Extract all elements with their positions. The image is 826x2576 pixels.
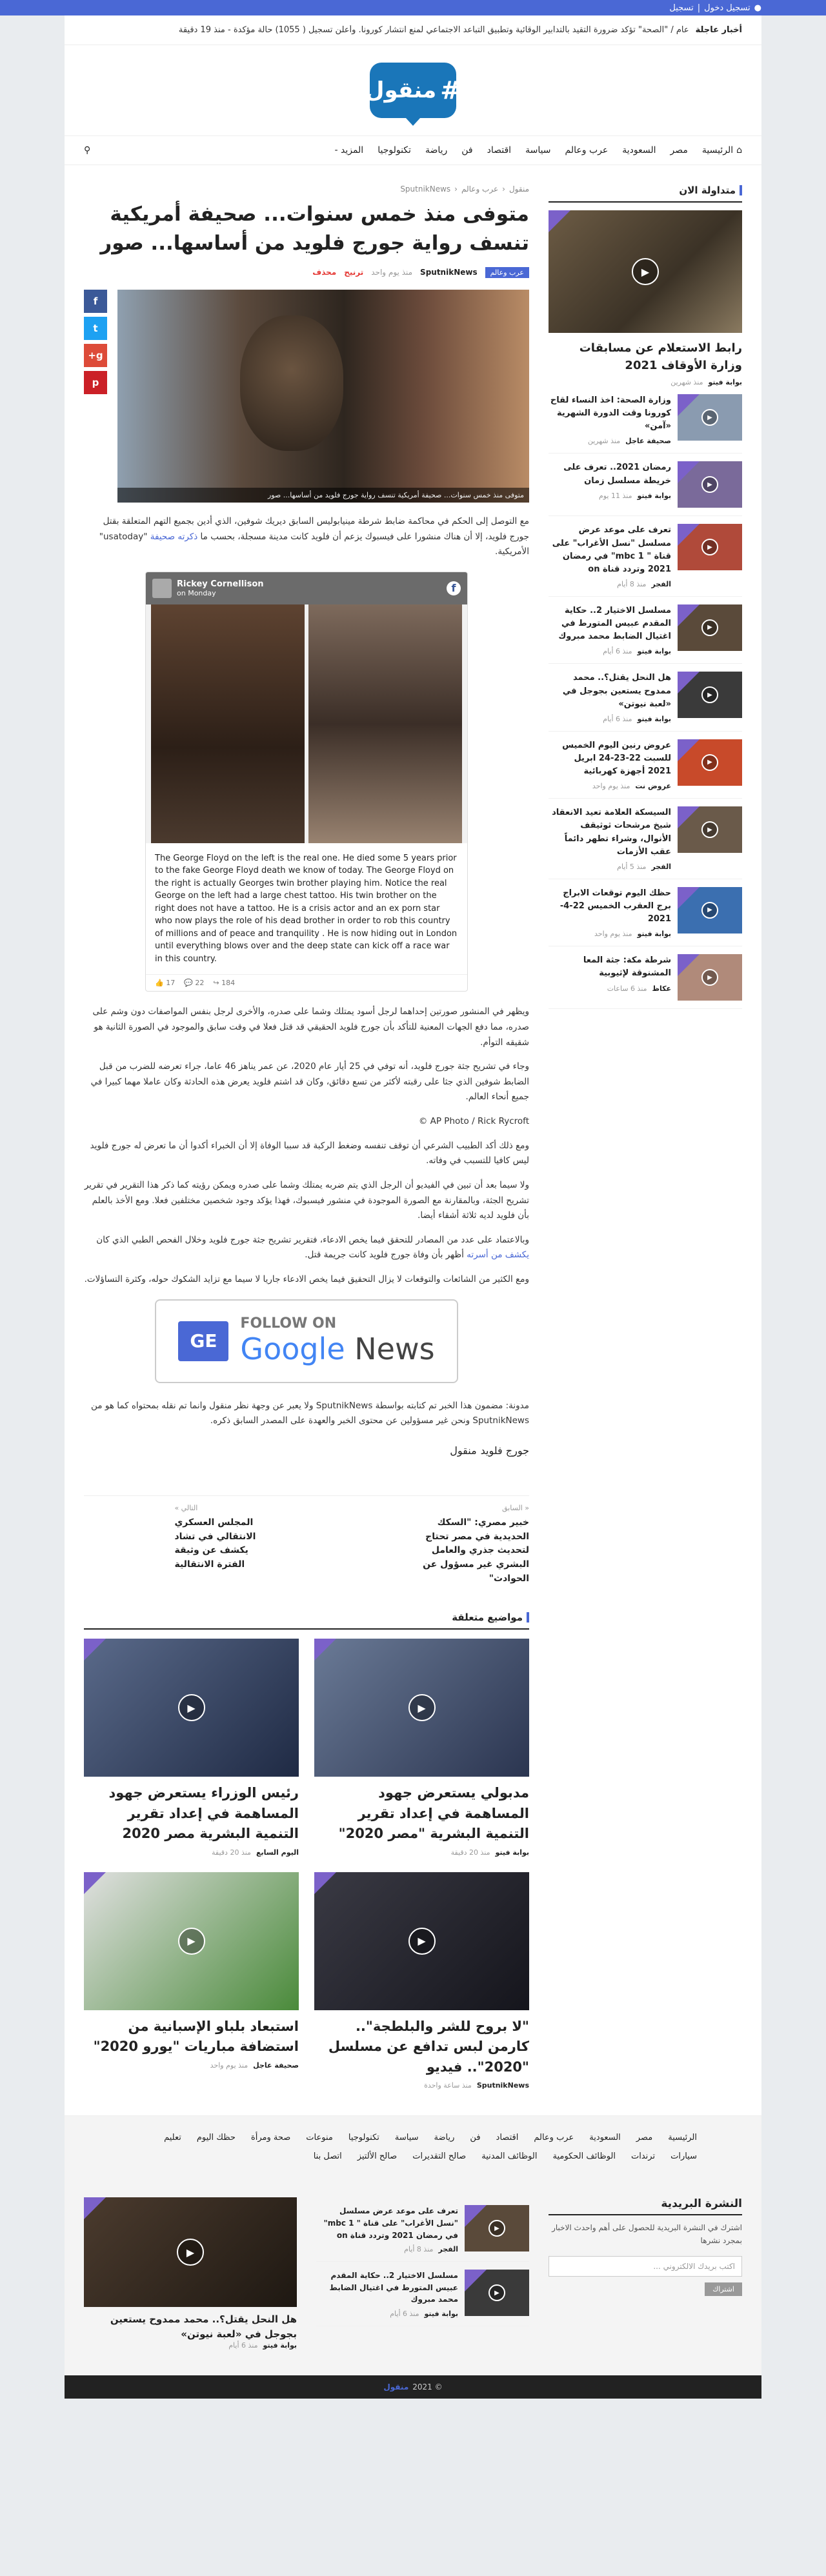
nav-item-politics[interactable]: سياسة [525, 145, 551, 155]
related-item[interactable]: ▶ مدبولي يستعرض جهود المساهمة في إعداد تقرير التنمية البشرية "مصر 2020" بوابة فيتو منذ 20 دقيقة [314, 1639, 529, 1857]
paragraph: مع التوصل إلى الحكم في محاكمة ضابط شرطة مينيابوليس السابق ديريك شوفين، الذي أدين بجميع التهم المتعلقة بقتل جورج فلويد، إلا أن هناك منشورا على فيسبوك يزعم أن فلويد كانت مدينة مسجلة، بحسب ما ذكرته صحيفة "usatoday" الأمريكية. [99, 515, 529, 557]
tags [84, 1444, 529, 1457]
trending-thumb[interactable] [678, 806, 742, 853]
video-corner-icon [549, 210, 570, 232]
article-title: متوفى منذ خمس سنوات... صحيفة أمريكية تنسف رواية جورج فلويد من أساسها... صور [100, 203, 529, 255]
footer-list-item[interactable]: ▶ مسلسل الاختيار 2.. حكاية المقدم عبيس المتورط في اغتيال الضابط محمد مبروك بوابة فيتو منذ 6 أيام [316, 2262, 529, 2326]
article-source[interactable]: SputnikNews [420, 268, 478, 277]
facebook-post-embed[interactable] [145, 572, 468, 992]
footer-menu-item[interactable]: صحة ومرأة [250, 2133, 291, 2143]
breaking-news-bar [65, 15, 761, 45]
footer-menu-item[interactable]: رياضة [434, 2133, 455, 2143]
play-icon[interactable]: ▶ [701, 686, 718, 703]
trending-item-title[interactable]: وزارة الصحة: اخذ النساء لقاح كورونا وقت الدورة الشهرية «آمن» [550, 395, 671, 432]
facebook-share-icon[interactable]: f [84, 290, 107, 313]
trending-thumb[interactable] [678, 604, 742, 651]
nav-item-egypt[interactable]: مصر [670, 145, 688, 155]
article-meta [84, 267, 529, 278]
footer-menu-item[interactable]: اتصل بنا [313, 2152, 342, 2162]
trending-item-title[interactable]: عروض رنين اليوم الخميس للسبت 22-23-24 ابريل 2021 أجهزة كهربائية [562, 740, 671, 777]
header [65, 45, 761, 135]
play-icon[interactable]: ▶ [701, 539, 718, 555]
related-item[interactable]: ▶ استبعاد بلباو الإسبانية من استضافة مباريات "يورو 2020" صحيفة عاجل منذ يوم واحد [84, 1872, 299, 2090]
trending-item[interactable]: ▶ تعرف على موعد عرض مسلسل "نسل الأغراب" على قناة " mbc 1" في رمضان 2021 وتردد قناة on الفجر منذ 8 أيام [549, 516, 742, 597]
nav-item-sports[interactable]: رياضة [425, 145, 448, 155]
trending-item[interactable]: ▶ هل النحل يقتل؟.. محمد ممدوح يستعين بجوجل في «لعبة نيوتن» بوابة فيتو منذ 6 أيام [549, 664, 742, 731]
trend-tag: ترنيح [344, 268, 364, 277]
usatoday-link[interactable]: ذكرته صحيفة [150, 531, 198, 542]
play-icon[interactable]: ▶ [701, 821, 718, 838]
nav-item-more[interactable]: المزيد - [334, 145, 364, 155]
avatar [152, 579, 172, 598]
related-title: مواضيع متعلقة [84, 1612, 529, 1630]
related-item-title[interactable]: رئيس الوزراء يستعرض جهود المساهمة في إعداد تقرير التنمية البشرية مصر 2020 [108, 1785, 299, 1842]
category-badge[interactable]: عرب وعالم [485, 267, 529, 278]
breadcrumb-section[interactable]: عرب وعالم [461, 185, 499, 194]
trending-item-title[interactable]: السيسكة العلامة تعيد الانعقاد شيخ مرشحات ثوثيقف الأنوال، وشراء تطهر دائماً عقب الأزمات [552, 808, 671, 857]
footer-menu-item[interactable]: السعودية [589, 2133, 621, 2143]
nav-item-economy[interactable]: اقتصاد [487, 145, 512, 155]
trending-item-title[interactable]: شرطة مكة: جثة المعا المشنوقة لإثيوبية [583, 955, 671, 979]
footer-menu-item[interactable]: الرئيسية [668, 2133, 697, 2143]
fb-text: The George Floyd on the left is the real one. He died some 5 years prior to the fake George Floyd death we know of today. The George Floyd on the right is actually Georges twin brother playing him. Notice the real George on the left had a large chest tattoo. His twin brother on the right does not have a tattoo. He is a crisis actor and an ex porn star who now plays the role of his dead brother in order to rob this country of millions and of peace and tranquility . He is now hiding out in London until everything blows over and the deep state can kick off a race war in this country. [155, 853, 458, 964]
trending-item[interactable]: ▶ السيسكة العلامة تعيد الانعقاد شيخ مرشحات ثوثيقف الأنوال، وشراء تطهر دائماً عقب الأزمات الفجر منذ 5 أيام [549, 799, 742, 879]
play-icon[interactable]: ▶ [701, 409, 718, 426]
hero-caption: متوفى منذ خمس سنوات... صحيفة أمريكية تنسف رواية جورج فلويد من أساسها... صور [117, 488, 529, 503]
source-note: مدونة: مضمون هذا الخبر تم كتابته بواسطة SputnikNews ولا يعبر عن وجهة نظر منقول وانما تم نقله بمحتواه كما هو من SputnikNews ونحن غير مسؤولين عن محتوى الخبر والعهدة على المصدر السابق ذكره. [91, 1400, 529, 1426]
footer-menu-item[interactable]: صالح الألتيز [357, 2152, 398, 2162]
article [84, 185, 529, 2090]
trending-item[interactable]: ▶ وزارة الصحة: اخذ النساء لقاح كورونا وقت الدورة الشهرية «آمن» صحيفة عاجل منذ شهرين [549, 386, 742, 454]
footer-menu-item[interactable]: فن [470, 2133, 481, 2143]
related-item-title[interactable]: استبعاد بلباو الإسبانية من استضافة مباريات "يورو 2020" [93, 2018, 299, 2055]
trending-item[interactable]: ▶ عروض رنين اليوم الخميس للسبت 22-23-24 ابريل 2021 أجهزة كهربائية عروض نت منذ يوم واحد [549, 732, 742, 799]
article-body [84, 514, 529, 560]
nav-item-tech[interactable]: تكنولوجيا [378, 145, 411, 155]
fb-comments[interactable]: 💬 22 [184, 979, 205, 988]
related-item-title[interactable]: مدبولي يستعرض جهود المساهمة في إعداد تقرير التنمية البشرية "مصر 2020" [338, 1785, 529, 1842]
search-icon[interactable]: ⚲ [84, 145, 91, 155]
trending-featured-image[interactable] [549, 210, 742, 333]
trending-thumb[interactable] [678, 672, 742, 718]
footer-menu-item[interactable]: صالح التقديرات [412, 2152, 467, 2162]
footer-menu-item[interactable]: اقتصاد [496, 2133, 519, 2143]
trending-thumb[interactable] [678, 394, 742, 441]
breaking-label: أخبار عاجلة [695, 25, 742, 35]
fb-author[interactable]: Rickey Cornellison [177, 579, 264, 589]
trending-thumb[interactable] [678, 739, 742, 786]
tag[interactable]: جورج فلويد [480, 1444, 529, 1457]
trending-item[interactable]: ▶ مسلسل الاختيار 2.. حكاية المقدم عبيس المتورط في اغتيال الضابط محمد مبروك بوابة فيتو منذ 6 أيام [549, 597, 742, 664]
play-icon[interactable]: ▶ [701, 619, 718, 636]
footer-widgets [65, 2178, 761, 2375]
trending-thumb[interactable] [678, 461, 742, 508]
nav-item-art[interactable]: فن [461, 145, 473, 155]
breadcrumb: منقول ‹ عرب وعالم ‹ SputnikNews [400, 185, 529, 194]
play-icon[interactable]: ▶ [408, 1694, 436, 1721]
register-link[interactable]: تسجيل [669, 3, 694, 13]
footer-menu-item[interactable]: مصر [636, 2133, 653, 2143]
google-share-icon[interactable]: g+ [84, 344, 107, 367]
footer-list-item[interactable]: ▶ تعرف على موعد عرض مسلسل "نسل الأغراب" على قناة " mbc 1" في رمضان 2021 وتردد قناة on الفجر منذ 8 أيام [316, 2197, 529, 2262]
nav-item-home[interactable]: ⌂ الرئيسية [701, 145, 742, 155]
trending-item-title[interactable]: حظك اليوم توقعات الابراج برج العقرب الخميس 22-4-2021 [559, 888, 671, 924]
footer-menu-item[interactable]: الوظائف الحكومية [552, 2152, 616, 2162]
home-icon: ⌂ [736, 145, 742, 155]
play-icon[interactable]: ▶ [701, 754, 718, 771]
trending-item-title[interactable]: هل النحل يقتل؟.. محمد ممدوح يستعين بجوجل في «لعبة نيوتن» [562, 673, 671, 709]
footer-menu-item[interactable]: تعليم [164, 2133, 181, 2143]
play-icon[interactable]: ▶ [701, 476, 718, 493]
family-link[interactable]: يكشف من أسرته [467, 1250, 529, 1261]
copyright: © 2021 منقول [65, 2375, 761, 2399]
play-icon[interactable]: ▶ [489, 2220, 505, 2237]
footer-menu-item[interactable]: منوعات [306, 2133, 333, 2143]
trending-thumb[interactable] [678, 954, 742, 1001]
trending-title: متداولة الان [549, 185, 742, 203]
trending-item[interactable]: ▶ حظك اليوم توقعات الابراج برج العقرب الخميس 22-4-2021 بوابة فيتو منذ يوم واحد [549, 879, 742, 946]
trending-item[interactable]: ▶ رمضان 2021.. تعرف على خريطة مسلسل زمان بوابة فيتو منذ 11 يوم [549, 454, 742, 516]
main-nav [65, 135, 761, 165]
fb-images[interactable] [146, 604, 467, 843]
footer-menu-item[interactable]: الوظائف المدنية [481, 2152, 538, 2162]
next-post-link[interactable]: التالي » المجلس العسكري الانتقالي في تشاد يكشف عن وثيقة الفترة الانتقالية [174, 1503, 256, 1570]
play-icon[interactable]: ▶ [178, 1694, 205, 1721]
related-item[interactable]: ▶ "لا بروح للشر والبلطجة".. كارمن لبس تدافع عن مسلسل "2020".. فيديو SputnikNews منذ ساعة واحدة [314, 1872, 529, 2090]
nav-item-world[interactable]: عرب وعالم [565, 145, 609, 155]
share-bar [84, 290, 107, 503]
trending-item-title[interactable]: تعرف على موعد عرض مسلسل "نسل الأغراب" على قناة " mbc 1" في رمضان 2021 وتردد قناة on [552, 525, 671, 574]
remove-tag: محذف [312, 268, 337, 277]
footer-menu-item[interactable]: عرب وعالم [534, 2133, 574, 2143]
post-navigation [84, 1495, 529, 1586]
related-item[interactable]: ▶ رئيس الوزراء يستعرض جهود المساهمة في إعداد تقرير التنمية البشرية مصر 2020 اليوم السابع منذ 20 دقيقة [84, 1639, 299, 1857]
nav-item-saudi[interactable]: السعودية [622, 145, 656, 155]
login-link[interactable]: تسجيل دخول [704, 3, 750, 13]
hash-icon: # [440, 76, 461, 105]
play-icon[interactable]: ▶ [632, 258, 659, 285]
footer-menu-item[interactable]: سيارات [670, 2152, 697, 2162]
play-icon[interactable]: ▶ [408, 1928, 436, 1955]
page [65, 15, 761, 2399]
trending-thumb[interactable] [678, 524, 742, 570]
newsletter-widget: النشرة البريدية اشترك في النشرة البريدية للحصول على أهم واحدث الاخبار بمجرد نشرها اكتب بريدك الالكتروني ... اشتراك [549, 2197, 742, 2350]
footer-list-widget [316, 2197, 529, 2350]
article-body-continued: ويظهر في المنشور صورتين إحداهما لرجل أسود يمتلك وشما على صدره، والأخرى لرجل بنفس المواصفات دون وشم على صدره، مما دفع الجهات المعنية للتأكد بأن جورج فلويد الحقيقي قد قتل فعلا في وقت سابق والموجود في الصورة الثانية هو شقيقه التوأم. وجاء في تشريح جثة جورج فلويد، أنه توفي في 25 أيار عام 2020، عن عمر يناهز 46 عاما، جراء تعرضه للضرب من قبل الضابط شوفين الذي جثا على رقبته لأكثر من تسع دقائق، وكان قد اشتم فلويد يعرض هذه الحادثة وكان عاملا مهما كبيرا في جميع أنحاء العالم. AP Photo / Rick Rycroft © ومع ذلك أكد الطبيب الشرعي أن توقف تنفسه وضغط الركبة قد سببا الوفاة إلا أن الخبراء أكدوا أن ما تعرض له جورج فلويد ليس كافيا للتسبب في وفاته. ولا سيما بعد أن تبين في الفيديو أن الرجل الذي يتم ضربه يمتلك وشما على صدره ويمكن رؤيته كما ذكر هذا التقرير في تقرير تشريح الجثة، وبالمقارنة مع الصورة الموجودة في منشور فيسبوك، فهذا يؤكد وجود شخصين مختلفين فعلا. ومع الأخذ بالعلم بأن فلويد لديه ثلاثة أشقاء أيضا. وبالاعتماد على عدد من المصادر للتحقق فيما يخص الادعاء، فتقرير تشريح جثة جورج فلويد وخلال الفحص الطبي الذي كان يكشف من أسرته أظهر بأن وفاة جورج فلويد كانت جريمة قتل. ومع الكثير من الشائعات والتوقعات لا يزال التحقيق فيما يخص الادعاء جاريا لا سيما مع تزايد الشكوك حوله، وكثرة التساؤلات. [84, 1006, 529, 1284]
login-links: ● تسجيل دخول | تسجيل [669, 3, 761, 13]
footer-featured[interactable]: ▶ هل النحل يقتل؟.. محمد ممدوح يستعين بجوجل في «لعبة نيوتن» بوابة فيتو منذ 6 أيام [84, 2197, 297, 2350]
play-icon[interactable]: ▶ [701, 969, 718, 986]
play-icon[interactable]: ▶ [489, 2284, 505, 2301]
related-item-title[interactable]: "لا بروح للشر والبلطجة".. كارمن لبس تدافع عن مسلسل "2020".. فيديو [328, 2018, 529, 2075]
facebook-icon[interactable]: f [447, 581, 461, 595]
play-icon[interactable]: ▶ [177, 2239, 204, 2266]
google-news-icon: GE [178, 1321, 228, 1361]
hero-image [117, 290, 529, 503]
pinterest-share-icon[interactable]: p [84, 371, 107, 394]
trending-thumb[interactable] [678, 887, 742, 934]
sidebar [549, 185, 742, 1009]
site-logo[interactable] [365, 63, 461, 118]
footer-menu-item[interactable]: حظك اليوم [196, 2133, 236, 2143]
top-bar [0, 0, 826, 15]
trending-item[interactable]: ▶ شرطة مكة: جثة المعا المشنوقة لإثيوبية عكاظ منذ 6 ساعات [549, 946, 742, 1009]
user-icon: ● [754, 3, 761, 13]
footer-menu-item[interactable]: تكنولوجيا [348, 2133, 379, 2143]
google-news-follow-button[interactable]: GE FOLLOW ON Google News [155, 1299, 458, 1383]
fb-shares[interactable]: ↪ 184 [213, 979, 236, 988]
breaking-text[interactable]: عام / "الصحة" تؤكد ضرورة التقيد بالتدابير الوقائية وتطبيق التباعد الاجتماعي لمنع انتشار كورونا. وأعلن تسجيل ( 1055) حالة مؤكدة - منذ 19 دقيقة [178, 25, 689, 35]
footer-menu [65, 2115, 761, 2178]
email-input[interactable]: اكتب بريدك الالكتروني ... [549, 2256, 742, 2277]
twitter-share-icon[interactable]: t [84, 317, 107, 340]
subscribe-button[interactable]: اشتراك [705, 2282, 742, 2296]
breadcrumb-home[interactable]: منقول [509, 185, 529, 194]
footer-menu-item[interactable]: ترندات [631, 2152, 656, 2162]
play-icon[interactable]: ▶ [701, 902, 718, 919]
breadcrumb-source[interactable]: SputnikNews [400, 185, 451, 194]
trending-item-title[interactable]: رمضان 2021.. تعرف على خريطة مسلسل زمان [563, 463, 671, 486]
play-icon[interactable]: ▶ [178, 1928, 205, 1955]
prev-post-link[interactable]: « السابق خبير مصري: "السكك الحديدية في مصر تحتاج لتحديث جذري والعامل البشري غير مسؤول عن الحوادث" [423, 1503, 529, 1584]
tag[interactable]: منقول [450, 1444, 477, 1457]
trending-featured-title[interactable]: رابط الاستعلام عن مسابقات وزارة الأوقاف 2021 [579, 341, 742, 372]
trending-featured[interactable]: ▶ رابط الاستعلام عن مسابقات وزارة الأوقاف 2021 بوابة فيتو منذ شهرين [549, 210, 742, 386]
trending-item-title[interactable]: مسلسل الاختيار 2.. حكاية المقدم عبيس المتورط في اغتيال الضابط محمد مبروك [558, 605, 671, 642]
logo-text: منقول [365, 77, 437, 103]
article-time: منذ يوم واحد [371, 268, 413, 277]
fb-likes[interactable]: 👍 17 [155, 979, 176, 988]
fb-time: on Monday [177, 588, 216, 597]
footer-menu-item[interactable]: سياسة [394, 2133, 419, 2143]
